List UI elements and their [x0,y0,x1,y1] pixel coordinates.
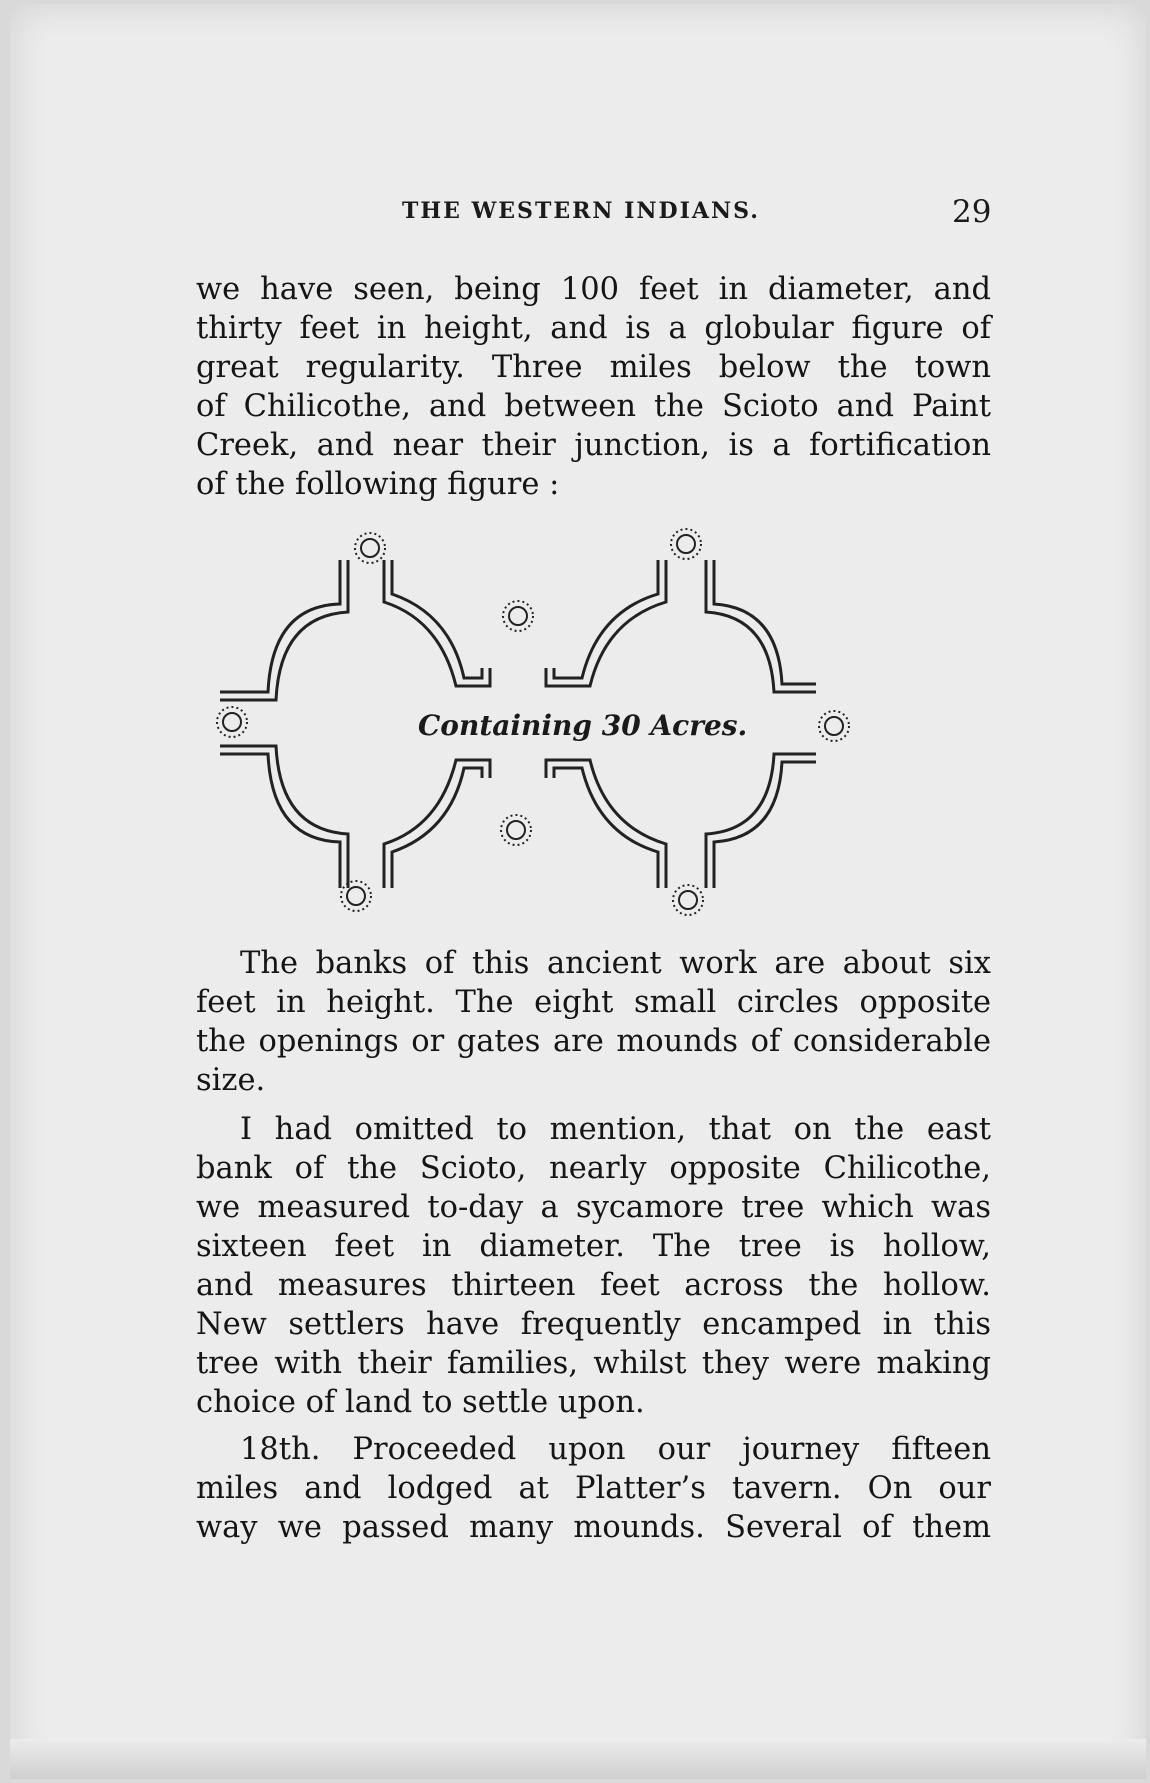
text-line: the openings or gates are mounds of considerable [196,1024,991,1059]
text-line: of the following figure : [196,467,560,502]
text-line: miles and lodged at Platter’s tavern. On our [196,1471,991,1506]
figure-caption: Containing 30 Acres. [418,709,748,742]
text-line: and measures thirteen feet across the hollow. [196,1268,991,1303]
text-line: The banks of this ancient work are about six [240,946,991,981]
text-line: size. [196,1063,266,1098]
text-line: choice of land to settle upon. [196,1385,645,1420]
text-line: sixteen feet in diameter. The tree is hollow, [196,1229,991,1264]
mound-bottom-center [501,815,531,845]
page-number: 29 [952,194,992,230]
paragraph-journey [196,1430,991,1547]
text-line: I had omitted to mention, that on the east [240,1112,991,1147]
wall-bottom-left [220,746,490,888]
paragraph-banks [196,944,991,1100]
text-line: 18th. Proceeded upon our journey fifteen [240,1432,991,1467]
text-line: tree with their families, whilst they were making [196,1346,991,1381]
text-line: way we passed many mounds. Several of them [196,1510,991,1545]
text-line: great regularity. Three miles below the town [196,350,991,385]
text-line: we measured to-day a sycamore tree which was [196,1190,991,1225]
text-line: we have seen, being 100 feet in diameter, and [196,272,991,307]
mound-left [217,707,247,737]
wall-top-right [546,560,816,692]
mound-top-center [503,601,533,631]
wall-top-left [220,560,490,700]
text-line: thirty feet in height, and is a globular figure of [196,311,991,346]
mound-bottom-right [673,885,703,915]
mound-top-left [355,533,385,563]
fortification-figure [210,524,970,924]
text-line: Creek, and near their junction, is a fortification [196,428,991,463]
running-head: THE WESTERN INDIANS. [402,198,760,224]
mound-top-right [671,529,701,559]
text-line: New settlers have frequently encamped in this [196,1307,991,1342]
text-line: of Chilicothe, and between the Scioto and Paint [196,389,991,424]
wall-bottom-right [546,754,816,888]
book-page [10,4,1146,1779]
mound-bottom-left [341,881,371,911]
paragraph-intro [196,270,991,504]
paragraph-sycamore [196,1110,991,1422]
mound-right [819,711,849,741]
text-line: feet in height. The eight small circles opposite [196,985,991,1020]
text-line: bank of the Scioto, nearly opposite Chilicothe, [196,1151,991,1186]
